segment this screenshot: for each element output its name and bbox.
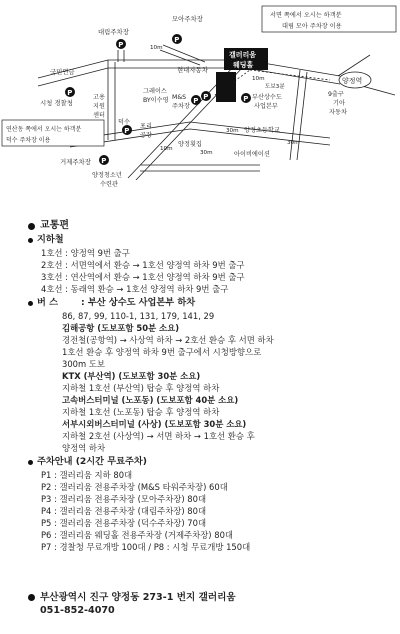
svg-text:양정청소년: 양정청소년 <box>92 172 122 179</box>
svg-text:P: P <box>118 41 124 49</box>
svg-text:아이비에이션: 아이비에이션 <box>234 151 270 158</box>
svg-text:주차장: 주차장 <box>172 103 190 110</box>
svg-text:기아: 기아 <box>333 100 345 107</box>
svg-text:포리: 포리 <box>140 123 152 130</box>
subway-heading: 지하철 <box>28 234 396 246</box>
transport-heading: 교통편 <box>28 220 396 232</box>
bullet-icon <box>28 238 33 243</box>
notice-top-box <box>262 6 396 32</box>
bullet-icon <box>28 223 35 230</box>
address-line: 부산광역시 진구 양정동 273-1 번지 갤러리움 <box>40 592 236 603</box>
svg-text:덕수: 덕수 <box>118 119 130 126</box>
airport-line: 경전철(공항역) → 사상역 하차 → 2호선 환승 후 서면 하차 <box>62 335 274 345</box>
svg-text:공장: 공장 <box>140 132 152 139</box>
parking-line: P1 : 갤러리움 지하 80대 <box>41 470 133 480</box>
svg-text:서면 쪽에서 오시는 하객분: 서면 쪽에서 오시는 하객분 <box>270 12 342 19</box>
ktx-line: 지하철 1호선 (부산역) 탑승 후 양정역 하차 <box>62 383 220 393</box>
notice-left-box <box>2 120 104 146</box>
svg-text:M&S: M&S <box>172 94 187 101</box>
svg-text:부산상수도: 부산상수도 <box>252 94 282 101</box>
svg-text:시청 경찰청: 시청 경찰청 <box>40 99 73 107</box>
parking-daerim <box>98 27 130 49</box>
svg-text:덕수 주차장 이용: 덕수 주차장 이용 <box>6 137 51 144</box>
svg-text:모아주차장: 모아주차장 <box>172 15 203 23</box>
svg-text:P: P <box>203 93 209 101</box>
parking-line: P5 : 갤러리움 전용주차장 (덕수주차장) 70대 <box>41 518 207 528</box>
parking-gallery <box>201 91 211 101</box>
bullet-icon <box>28 301 33 306</box>
svg-text:10m: 10m <box>160 146 173 152</box>
svg-text:그레이스: 그레이스 <box>143 88 167 95</box>
parking-ms <box>191 95 201 105</box>
ktx-title: KTX (부산역) (도보포함 30분 소요) <box>62 371 201 381</box>
svg-text:자동차: 자동차 <box>329 109 347 116</box>
west-title: 서부시외버스터미널 (사상) (도보포함 30분 소요) <box>62 419 247 429</box>
express-line: 지하철 1호선 (노포동) 탑승 후 양정역 하차 <box>62 407 220 417</box>
express-title: 고속버스터미널 (노포동) (도보포함 40분 소요) <box>62 395 239 405</box>
bus-heading: 버 스 : 부산 상수도 사업본부 하차 <box>28 297 396 309</box>
parking-geoje <box>99 155 109 165</box>
west-line: 양정역 하차 <box>62 443 106 453</box>
transport-info <box>28 220 396 553</box>
svg-text:9출구: 9출구 <box>328 91 344 98</box>
yangjeong-station <box>339 72 371 88</box>
bullet-icon <box>28 594 35 601</box>
svg-text:30m: 30m <box>200 150 213 156</box>
subway-line-1: 1호선 : 양정역 9번 출구 <box>41 248 130 258</box>
svg-text:지원: 지원 <box>93 103 105 110</box>
parking-police <box>65 87 75 97</box>
bus-numbers: 86, 87, 99, 110-1, 131, 179, 141, 29 <box>62 311 215 321</box>
svg-text:P: P <box>67 89 73 97</box>
svg-text:현대자동차: 현대자동차 <box>177 66 208 74</box>
svg-text:P: P <box>193 97 199 105</box>
parking-line: P4 : 갤러리움 전용주차장 (대림주차장) 80대 <box>41 506 207 516</box>
svg-text:양정횟집: 양정횟집 <box>178 141 202 148</box>
svg-text:P: P <box>174 36 180 44</box>
airport-title: 김해공항 (도보포함 50분 소요) <box>62 323 180 333</box>
parking-line: P6 : 갤러리움 웨딩홀 전용주차장 (거제주차장) 80대 <box>41 530 233 540</box>
subway-line-2: 2호선 : 서면역에서 환승 → 1호선 양정역 하차 9번 출구 <box>41 260 245 270</box>
subway-line-4: 4호선 : 동래역 환승 → 1호선 양정역 하차 9번 출구 <box>41 284 229 294</box>
svg-text:30m: 30m <box>287 140 300 146</box>
parking-line: P3 : 갤러리움 전용주차장 (모아주차장) 80대 <box>41 494 207 504</box>
svg-text:수련관: 수련관 <box>100 181 118 188</box>
svg-text:웨딩홀: 웨딩홀 <box>233 61 254 69</box>
svg-text:갤러리움: 갤러리움 <box>229 51 257 59</box>
parking-deoksu <box>122 125 132 135</box>
location-map <box>0 0 400 205</box>
parking-line: P2 : 갤러리움 전용주차장 (M&S 타워주차장) 60대 <box>41 482 228 492</box>
svg-text:양정역: 양정역 <box>342 77 363 85</box>
svg-text:거제주차장: 거제주차장 <box>60 158 91 166</box>
svg-text:사업본부: 사업본부 <box>254 103 278 110</box>
phone-number: 051-852-4070 <box>40 605 115 616</box>
address-block <box>28 591 236 617</box>
map-labels <box>40 45 347 188</box>
west-line: 지하철 2호선 (사상역) → 서면 하차 → 1호선 환승 후 <box>62 431 255 441</box>
svg-text:대림주차장: 대림주차장 <box>98 28 129 36</box>
airport-line: 1호선 환승 후 양정역 하차 9번 출구에서 시청방향으로 <box>62 347 262 357</box>
svg-text:BY이수영: BY이수영 <box>143 97 169 104</box>
svg-text:고용: 고용 <box>93 94 105 101</box>
bullet-icon <box>28 460 33 465</box>
svg-text:양정초등학교: 양정초등학교 <box>244 127 280 134</box>
svg-text:P: P <box>124 127 130 135</box>
parking-busan-hq <box>241 93 251 103</box>
svg-text:P: P <box>101 157 107 165</box>
svg-text:연산동 쪽에서 오시는 하객분: 연산동 쪽에서 오시는 하객분 <box>6 126 82 133</box>
parking-heading: 주차안내 (2시간 무료주차) <box>28 456 396 468</box>
subway-line-3: 3호선 : 연산역에서 환승 → 1호선 양정역 하차 9번 출구 <box>41 272 245 282</box>
parking-moa <box>172 14 204 44</box>
svg-text:P: P <box>243 95 249 103</box>
svg-text:대림 모아 주차장 이용: 대림 모아 주차장 이용 <box>282 23 342 30</box>
svg-text:10m: 10m <box>252 76 265 82</box>
svg-text:국민연금: 국민연금 <box>50 68 75 76</box>
parking-line: P7 : 경찰청 무료개방 100대 / P8 : 시청 무료개방 150대 <box>41 542 251 552</box>
svg-text:도보3분: 도보3분 <box>265 84 285 90</box>
svg-text:30m: 30m <box>226 128 239 134</box>
airport-line: 300m 도보 <box>62 359 105 369</box>
svg-text:10m: 10m <box>150 45 163 51</box>
svg-text:센터: 센터 <box>93 112 105 119</box>
